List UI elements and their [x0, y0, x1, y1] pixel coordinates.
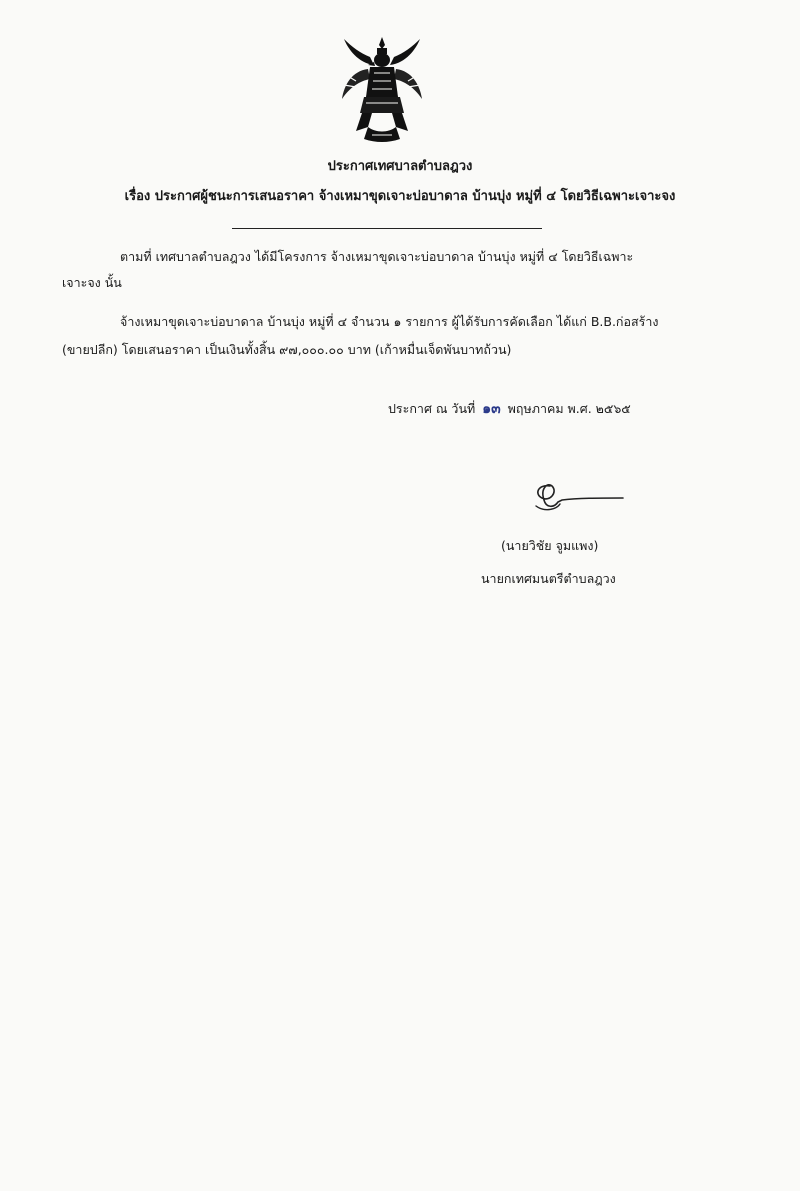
date-month-year: พฤษภาคม พ.ศ. ๒๕๖๕	[507, 401, 631, 416]
signatory-name: (นายวิชัย จูมแพง)	[501, 538, 599, 553]
garuda-emblem-icon	[338, 35, 426, 145]
paragraph-2-line-2: (ขายปลีก) โดยเสนอราคา เป็นเงินทั้งสิ้น ๙๗,๐๐๐.๐๐ บาท (เก้าหมื่นเจ็ดพันบาทถ้วน)	[62, 342, 512, 357]
date-prefix: ประกาศ ณ วันที่	[388, 401, 476, 416]
paragraph-1-line-2: เจาะจง นั้น	[62, 275, 122, 290]
signatory-title: นายกเทศมนตรีตำบลฎวง	[481, 571, 616, 586]
paragraph-1-line-1: ตามที่ เทศบาลตำบลฎวง ได้มีโครงการ จ้างเหมาขุดเจาะบ่อบาดาล บ้านบุ่ง หมู่ที่ ๔ โดยวิธีเฉพาะ	[120, 249, 634, 264]
announcement-date	[388, 400, 631, 418]
paragraph-2-line-1: จ้างเหมาขุดเจาะบ่อบาดาล บ้านบุ่ง หมู่ที่ ๔ จำนวน ๑ รายการ ผู้ได้รับการคัดเลือก ได้แก่ B.B.ก่อสร้าง	[120, 314, 659, 329]
announcement-org-title: ประกาศเทศบาลตำบลฎวง	[327, 159, 473, 174]
signature-icon	[528, 478, 628, 518]
date-day: ๑๓	[482, 401, 501, 417]
announcement-subject: เรื่อง ประกาศผู้ชนะการเสนอราคา จ้างเหมาขุดเจาะบ่อบาดาล บ้านบุ่ง หมู่ที่ ๔ โดยวิธีเฉพาะเจาะจง	[124, 189, 676, 204]
title-divider	[232, 228, 542, 229]
